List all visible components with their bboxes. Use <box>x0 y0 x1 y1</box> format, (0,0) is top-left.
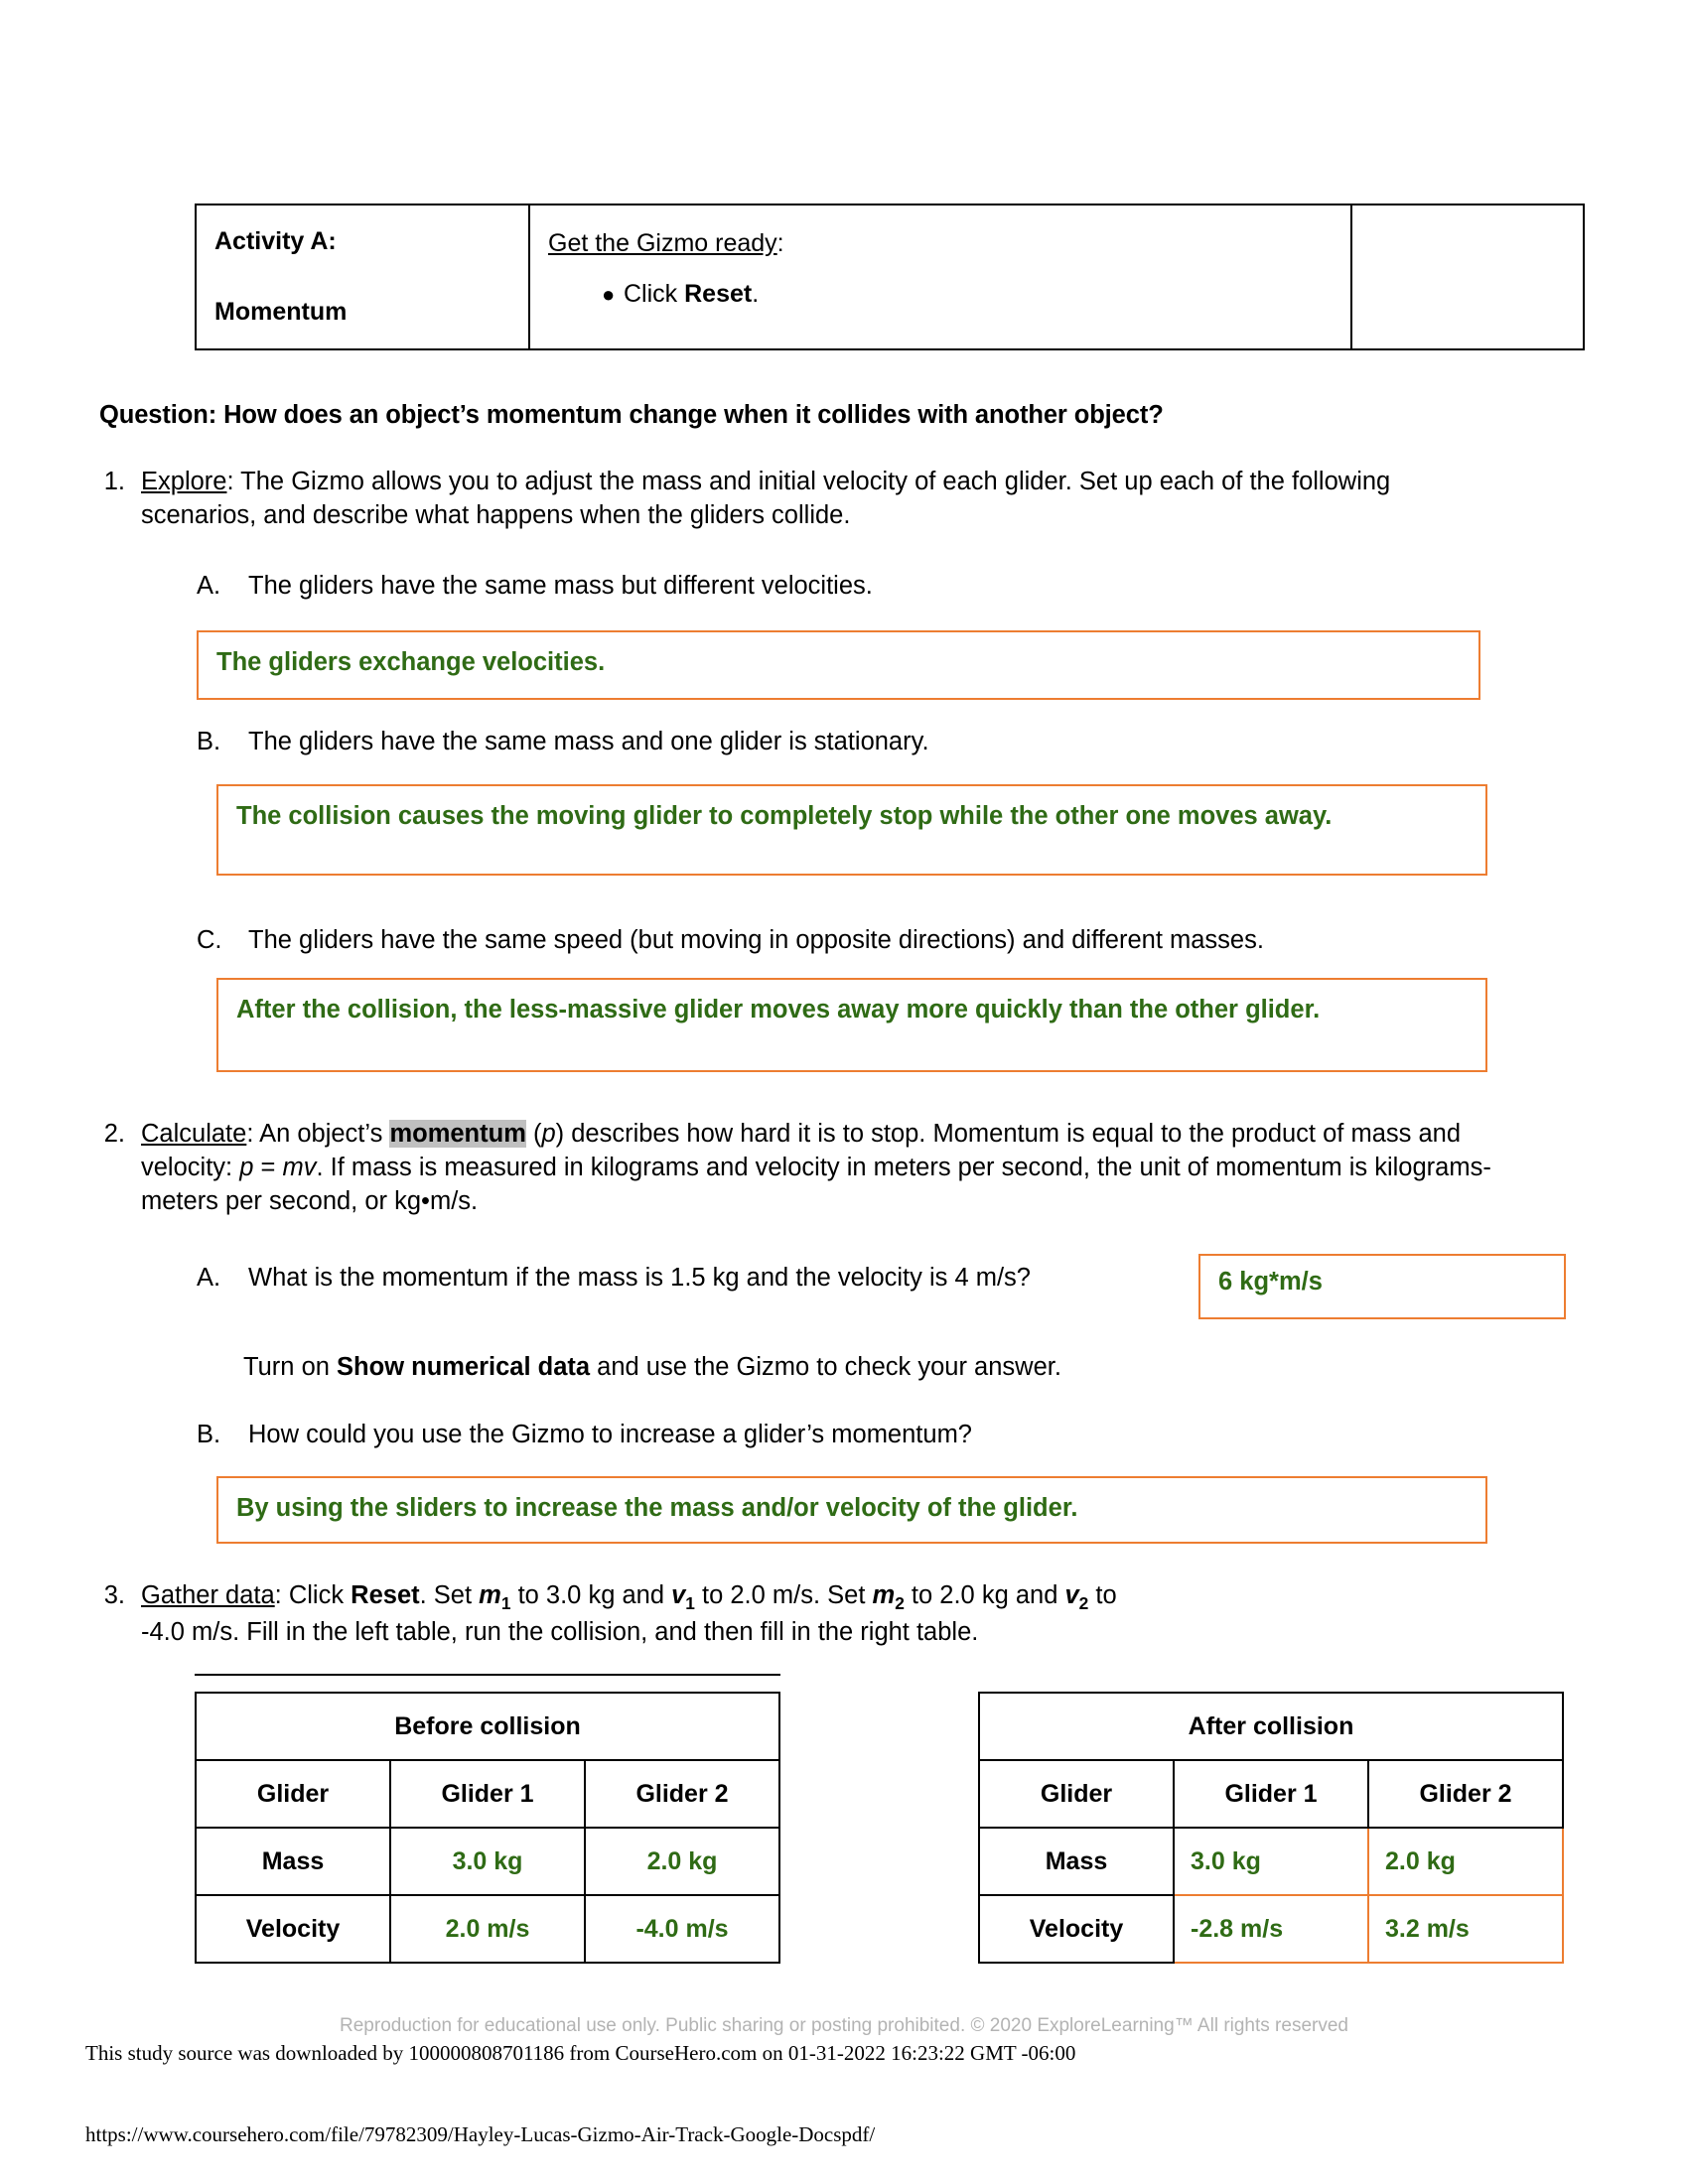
item-body-1 <box>141 465 1499 532</box>
before-mass-glider1[interactable]: 3.0 kg <box>390 1828 585 1895</box>
item-3-g3: to 3.0 kg and <box>510 1581 672 1609</box>
table-row <box>196 1828 779 1895</box>
download-source-line: This study source was downloaded by 100000808701186 from CourseHero.com on 01-31-2022 16:23:22 GMT -06:00 <box>85 2041 1076 2065</box>
reset-button-name-2: Reset <box>351 1581 420 1609</box>
reset-button-name: Reset <box>684 280 753 308</box>
activity-instructions-cell <box>529 205 1351 349</box>
scenario-a-prompt <box>197 569 1487 603</box>
symbol-v2: v <box>1064 1581 1079 1609</box>
bullet-icon: ● <box>602 282 616 307</box>
scenario-c-label: C. <box>197 926 222 954</box>
item-2-part4: . If mass is measured in kilograms and velocity in meters per second, the unit of momentum is kilograms-meters per second, or kg•m/s. <box>141 1154 1491 1216</box>
symbol-m2: m <box>872 1581 896 1609</box>
get-gizmo-ready-line <box>548 229 1333 258</box>
copyright-notice: Reproduction for educational use only. Public sharing or posting prohibited. © 2020 ExploreLearning™ All rights reserved <box>340 2015 1348 2036</box>
momentum-highlight: momentum <box>389 1120 526 1148</box>
symbol-v1-sub: 1 <box>685 1593 695 1614</box>
table-row <box>196 1760 779 1828</box>
before-col-header-1: Glider 1 <box>390 1760 585 1828</box>
after-col-header-2: Glider 2 <box>1368 1760 1563 1828</box>
item-3-g4: to 2.0 m/s. Set <box>694 1581 873 1609</box>
before-velocity-glider1[interactable]: 2.0 m/s <box>390 1895 585 1963</box>
scenario-a-label: A. <box>197 572 221 600</box>
table-row <box>196 1895 779 1963</box>
get-gizmo-ready-colon: : <box>776 229 784 257</box>
item-number-3: 3. <box>103 1581 125 1609</box>
item-2-part2: ( <box>525 1120 542 1148</box>
calc-a-text: What is the momentum if the mass is 1.5 kg and the velocity is 4 m/s? <box>248 1264 1031 1292</box>
list-item-1 <box>99 465 1499 532</box>
scenario-c-answer-text: After the collision, the less-massive glider moves away more quickly than the other glider. <box>236 996 1321 1024</box>
before-col-header-0: Glider <box>196 1760 390 1828</box>
get-gizmo-ready-label: Get the Gizmo ready <box>548 229 777 257</box>
table-row <box>979 1828 1563 1895</box>
item-3-g2: . Set <box>419 1581 480 1609</box>
table-row <box>979 1895 1563 1963</box>
click-label: Click <box>624 280 685 308</box>
after-row-label-mass: Mass <box>979 1828 1174 1895</box>
scenario-b-prompt <box>197 725 1487 758</box>
before-velocity-glider2[interactable]: -4.0 m/s <box>585 1895 779 1963</box>
item-body-2 <box>141 1117 1509 1218</box>
after-col-header-1: Glider 1 <box>1174 1760 1368 1828</box>
scenario-b-answer-text: The collision causes the moving glider to completely stop while the other one moves away. <box>236 802 1333 830</box>
table-row <box>979 1760 1563 1828</box>
item-body-3 <box>141 1578 1509 1649</box>
scenario-c-prompt <box>197 923 1507 957</box>
scenario-b-label: B. <box>197 728 221 755</box>
scenario-a-text: The gliders have the same mass but different velocities. <box>248 572 873 600</box>
note-pre: Turn on <box>243 1353 338 1381</box>
before-col-header-2: Glider 2 <box>585 1760 779 1828</box>
before-row-label-velocity: Velocity <box>196 1895 390 1963</box>
activity-header-table <box>195 204 1585 350</box>
before-table-caption: Before collision <box>196 1693 779 1760</box>
scenario-c-text: The gliders have the same speed (but moving in opposite directions) and different masses. <box>248 926 1264 954</box>
before-row-label-mass: Mass <box>196 1828 390 1895</box>
scenario-b-text: The gliders have the same mass and one glider is stationary. <box>248 728 929 755</box>
scenario-a-answer-text: The gliders exchange velocities. <box>216 648 606 676</box>
item-3-g1: : Click <box>274 1581 352 1609</box>
item-3-lead: Gather data <box>141 1581 275 1609</box>
item-2-part1: : An object’s <box>246 1120 390 1148</box>
symbol-m1: m <box>479 1581 501 1609</box>
item-3-line2: -4.0 m/s. Fill in the left table, run the collision, and then fill in the right table. <box>141 1618 979 1647</box>
activity-title: Activity A: <box>214 227 337 255</box>
period: . <box>752 280 760 308</box>
item-1-lead: Explore <box>141 468 227 495</box>
scenario-a-answer-box[interactable] <box>197 630 1480 700</box>
formula-equals: = <box>253 1154 283 1182</box>
calc-b-label: B. <box>197 1421 221 1448</box>
formula-p: p <box>239 1154 254 1182</box>
table-row <box>196 205 1584 349</box>
calc-b-prompt <box>197 1418 1289 1451</box>
symbol-v2-sub: 2 <box>1078 1593 1089 1614</box>
before-table-top-rule <box>195 1674 780 1676</box>
item-number-2: 2. <box>103 1120 125 1148</box>
before-collision-table <box>195 1692 780 1964</box>
symbol-p: p <box>541 1120 556 1148</box>
symbol-m1-sub: 1 <box>500 1593 511 1614</box>
after-mass-glider1[interactable]: 3.0 kg <box>1174 1828 1368 1895</box>
calc-b-answer-text: By using the sliders to increase the mass and/or velocity of the glider. <box>236 1494 1078 1522</box>
calc-a-label: A. <box>197 1264 221 1292</box>
list-item-2 <box>99 1117 1509 1218</box>
activity-empty-cell <box>1351 205 1584 349</box>
scenario-b-answer-box[interactable] <box>216 784 1487 876</box>
calc-a-prompt <box>197 1261 1190 1295</box>
table-row <box>979 1693 1563 1760</box>
source-url[interactable]: https://www.coursehero.com/file/79782309/Hayley-Lucas-Gizmo-Air-Track-Google-Docspdf/ <box>85 2122 876 2146</box>
after-collision-table <box>978 1692 1564 1964</box>
calc-a-answer-text: 6 kg*m/s <box>1218 1268 1323 1296</box>
after-velocity-glider1[interactable]: -2.8 m/s <box>1174 1895 1368 1963</box>
item-2-part3: ) describes how hard it is to stop. Momentum is equal to the product of mass and velocity: <box>141 1120 1462 1182</box>
question-heading: Question: How does an object’s momentum change when it collides with another object? <box>99 401 1164 429</box>
show-numerical-data-note <box>243 1350 1435 1384</box>
item-3-g5: to 2.0 kg and <box>904 1581 1065 1609</box>
list-item-3 <box>99 1578 1509 1649</box>
after-table-caption: After collision <box>979 1693 1563 1760</box>
activity-subtitle: Momentum <box>214 297 348 326</box>
instruction-bullet-item <box>602 280 1333 309</box>
after-col-header-0: Glider <box>979 1760 1174 1828</box>
after-velocity-glider2[interactable]: 3.2 m/s <box>1368 1895 1563 1963</box>
item-number-1: 1. <box>103 468 125 495</box>
show-numerical-data-label: Show numerical data <box>337 1353 591 1381</box>
item-3-g6: to <box>1088 1581 1117 1609</box>
calc-b-answer-box[interactable] <box>216 1476 1487 1544</box>
symbol-m2-sub: 2 <box>895 1593 905 1614</box>
calc-a-answer-box[interactable] <box>1198 1254 1566 1319</box>
table-row <box>196 1693 779 1760</box>
formula-mv: mv <box>282 1154 317 1182</box>
after-row-label-velocity: Velocity <box>979 1895 1174 1963</box>
calc-b-text: How could you use the Gizmo to increase a glider’s momentum? <box>248 1421 972 1448</box>
activity-title-cell <box>196 205 529 349</box>
symbol-v1: v <box>671 1581 686 1609</box>
item-1-text: : The Gizmo allows you to adjust the mass and initial velocity of each glider. Set up each of the following scenarios, and describe what happens when the gliders collide. <box>141 468 1391 530</box>
note-post: and use the Gizmo to check your answer. <box>590 1353 1061 1381</box>
item-2-lead: Calculate <box>141 1120 247 1148</box>
scenario-c-answer-box[interactable] <box>216 978 1487 1072</box>
after-mass-glider2[interactable]: 2.0 kg <box>1368 1828 1563 1895</box>
instruction-bullet-text <box>624 280 759 309</box>
before-mass-glider2[interactable]: 2.0 kg <box>585 1828 779 1895</box>
